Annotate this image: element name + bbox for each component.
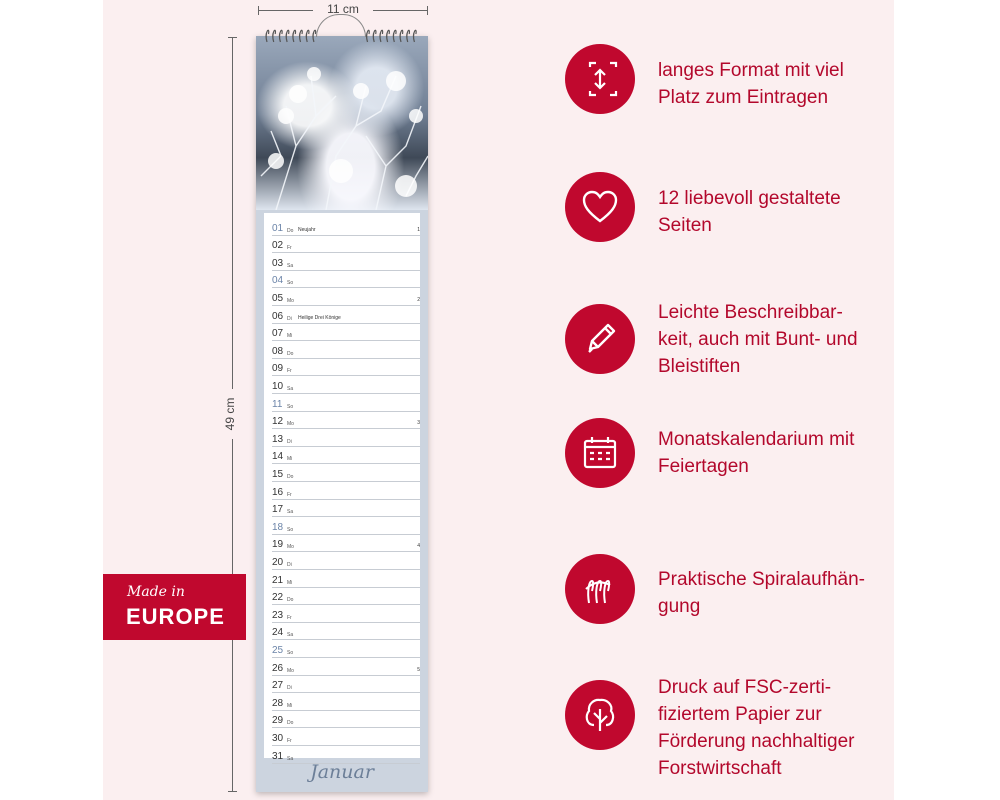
calendar-day-row bbox=[272, 446, 420, 465]
calendar-day-row bbox=[272, 587, 420, 606]
day-abbreviation: Fr bbox=[287, 491, 292, 498]
calendar-day-row bbox=[272, 463, 420, 482]
month-label: Januar bbox=[310, 761, 374, 783]
calendar-day-list bbox=[264, 213, 420, 762]
feature-text: Praktische Spiralaufhän- gung bbox=[658, 569, 865, 617]
calendar-day-row bbox=[272, 604, 420, 623]
week-number: 3 bbox=[417, 420, 420, 427]
width-dimension-label: 11 cm bbox=[313, 0, 373, 18]
day-abbreviation: So bbox=[287, 526, 294, 533]
day-abbreviation: Di bbox=[287, 438, 292, 445]
day-abbreviation: Do bbox=[287, 473, 294, 480]
day-number: 16 bbox=[272, 486, 284, 498]
day-number: 24 bbox=[272, 627, 284, 639]
feature-text: Monatskalendarium mit Feiertagen bbox=[658, 429, 855, 477]
spiral-ring bbox=[273, 30, 276, 42]
calendar-day-row bbox=[272, 551, 420, 570]
day-abbreviation: Mo bbox=[287, 544, 294, 551]
day-abbreviation: Sa bbox=[287, 262, 294, 269]
day-number: 21 bbox=[272, 574, 284, 586]
day-abbreviation: Di bbox=[287, 685, 292, 692]
day-number: 18 bbox=[272, 521, 284, 533]
day-abbreviation: Mo bbox=[287, 297, 294, 304]
feature-text: langes Format mit viel Platz zum Eintragen bbox=[658, 60, 844, 108]
spiral-ring bbox=[387, 30, 390, 42]
day-number: 06 bbox=[272, 310, 284, 322]
feature-text: 12 liebevoll gestaltete Seiten bbox=[658, 188, 841, 236]
day-abbreviation: Mi bbox=[287, 702, 293, 709]
calendar-day-row bbox=[272, 534, 420, 553]
calendar-day-row bbox=[272, 235, 420, 254]
day-abbreviation: Do bbox=[287, 350, 294, 357]
heart-icon bbox=[565, 172, 635, 242]
badge-line-2: EUROPE bbox=[126, 604, 225, 629]
day-abbreviation: Sa bbox=[287, 755, 294, 762]
day-number: 08 bbox=[272, 345, 284, 357]
day-number: 15 bbox=[272, 468, 284, 480]
calendar-day-row bbox=[272, 287, 420, 306]
pencil-icon bbox=[565, 304, 635, 374]
calendar-day-row bbox=[272, 481, 420, 500]
calendar-day-row bbox=[272, 516, 420, 535]
calendar-day-row bbox=[272, 639, 420, 658]
spiral-ring bbox=[286, 30, 289, 42]
spiral-ring bbox=[414, 30, 417, 42]
calendar-day-row bbox=[272, 252, 420, 271]
day-abbreviation: So bbox=[287, 403, 294, 410]
day-abbreviation: Do bbox=[287, 597, 294, 604]
spiral-ring bbox=[393, 30, 396, 42]
day-abbreviation: Mi bbox=[287, 333, 293, 340]
day-number: 01 bbox=[272, 222, 284, 234]
day-number: 09 bbox=[272, 363, 284, 375]
day-abbreviation: Fr bbox=[287, 614, 292, 621]
calendar-day-row bbox=[272, 428, 420, 447]
day-number: 14 bbox=[272, 451, 284, 463]
height-dimension-label: 49 cm bbox=[220, 389, 240, 439]
day-abbreviation: Fr bbox=[287, 737, 292, 744]
feature-text: Leichte Beschreibbar- keit, auch mit Bunt- und Bleistiften bbox=[658, 302, 858, 377]
day-number: 04 bbox=[272, 275, 284, 287]
spiral-ring bbox=[400, 30, 403, 42]
frosted-branches-illustration bbox=[256, 36, 428, 210]
day-number: 31 bbox=[272, 750, 284, 762]
week-number: 5 bbox=[417, 666, 420, 673]
wall-calendar bbox=[256, 36, 428, 792]
day-number: 11 bbox=[272, 398, 283, 410]
week-number: 4 bbox=[417, 543, 420, 550]
calendar-day-row bbox=[272, 393, 420, 412]
badge-line-1: Made in bbox=[127, 584, 185, 600]
day-number: 03 bbox=[272, 257, 284, 269]
day-abbreviation: Do bbox=[287, 720, 294, 727]
made-in-europe-badge bbox=[103, 574, 246, 640]
resize-vertical-icon bbox=[565, 44, 635, 114]
day-number: 28 bbox=[272, 697, 284, 709]
calendar-day-row bbox=[272, 569, 420, 588]
calendar-day-row bbox=[272, 305, 420, 324]
day-number: 26 bbox=[272, 662, 284, 674]
day-number: 27 bbox=[272, 680, 284, 692]
day-number: 22 bbox=[272, 592, 284, 604]
calendar-day-row bbox=[272, 411, 420, 430]
day-number: 07 bbox=[272, 328, 284, 340]
day-abbreviation: So bbox=[287, 649, 294, 656]
day-number: 23 bbox=[272, 609, 284, 621]
spiral-ring bbox=[313, 30, 316, 42]
spiral-binding bbox=[263, 26, 423, 44]
calendar-day-row bbox=[272, 217, 420, 236]
day-number: 05 bbox=[272, 292, 284, 304]
day-abbreviation: So bbox=[287, 280, 294, 287]
day-number: 20 bbox=[272, 556, 284, 568]
week-number: 1 bbox=[417, 226, 420, 233]
day-number: 02 bbox=[272, 240, 284, 252]
day-number: 19 bbox=[272, 539, 284, 551]
spiral-ring bbox=[293, 30, 296, 42]
spiral-icon bbox=[565, 554, 635, 624]
spiral-ring bbox=[300, 30, 303, 42]
spiral-ring bbox=[373, 30, 376, 42]
calendar-day-row bbox=[272, 675, 420, 694]
day-number: 17 bbox=[272, 504, 284, 516]
calendar-day-row bbox=[272, 710, 420, 729]
day-abbreviation: Sa bbox=[287, 509, 294, 516]
day-abbreviation: Di bbox=[287, 315, 292, 322]
day-abbreviation: Sa bbox=[287, 385, 294, 392]
day-abbreviation: Fr bbox=[287, 245, 292, 252]
spiral-ring bbox=[266, 30, 269, 42]
day-abbreviation: Fr bbox=[287, 368, 292, 375]
calendar-icon bbox=[565, 418, 635, 488]
winter-photo bbox=[256, 36, 428, 210]
day-number: 13 bbox=[272, 433, 284, 445]
calendar-day-row bbox=[272, 323, 420, 342]
day-abbreviation: Mi bbox=[287, 579, 293, 586]
day-holiday-note: Heilige Drei Könige bbox=[298, 314, 341, 321]
feature-text: Druck auf FSC-zerti- fiziertem Papier zur Förderung nachhaltiger Forstwirtschaft bbox=[658, 677, 855, 779]
calendar-day-row bbox=[272, 622, 420, 641]
day-abbreviation: Di bbox=[287, 561, 292, 568]
calendar-day-row bbox=[272, 270, 420, 289]
calendar-day-row bbox=[272, 499, 420, 518]
spiral-ring bbox=[380, 30, 383, 42]
day-abbreviation: Mi bbox=[287, 456, 293, 463]
tree-icon bbox=[565, 680, 635, 750]
calendar-day-row bbox=[272, 340, 420, 359]
day-holiday-note: Neujahr bbox=[298, 226, 316, 233]
day-number: 30 bbox=[272, 732, 284, 744]
day-abbreviation: Sa bbox=[287, 632, 294, 639]
week-number: 2 bbox=[417, 296, 420, 303]
day-number: 12 bbox=[272, 416, 284, 428]
spiral-ring bbox=[306, 30, 309, 42]
calendar-day-row bbox=[272, 375, 420, 394]
day-abbreviation: Mo bbox=[287, 667, 294, 674]
day-number: 25 bbox=[272, 644, 284, 656]
calendar-day-row bbox=[272, 358, 420, 377]
day-number: 29 bbox=[272, 715, 284, 727]
day-number: 10 bbox=[272, 380, 284, 392]
day-abbreviation: Do bbox=[287, 227, 294, 234]
spiral-ring bbox=[407, 30, 410, 42]
day-abbreviation: Mo bbox=[287, 421, 294, 428]
calendar-day-row bbox=[272, 692, 420, 711]
spiral-ring bbox=[367, 30, 370, 42]
calendar-day-row bbox=[272, 657, 420, 676]
spiral-ring bbox=[280, 30, 283, 42]
calendar-day-row bbox=[272, 727, 420, 746]
